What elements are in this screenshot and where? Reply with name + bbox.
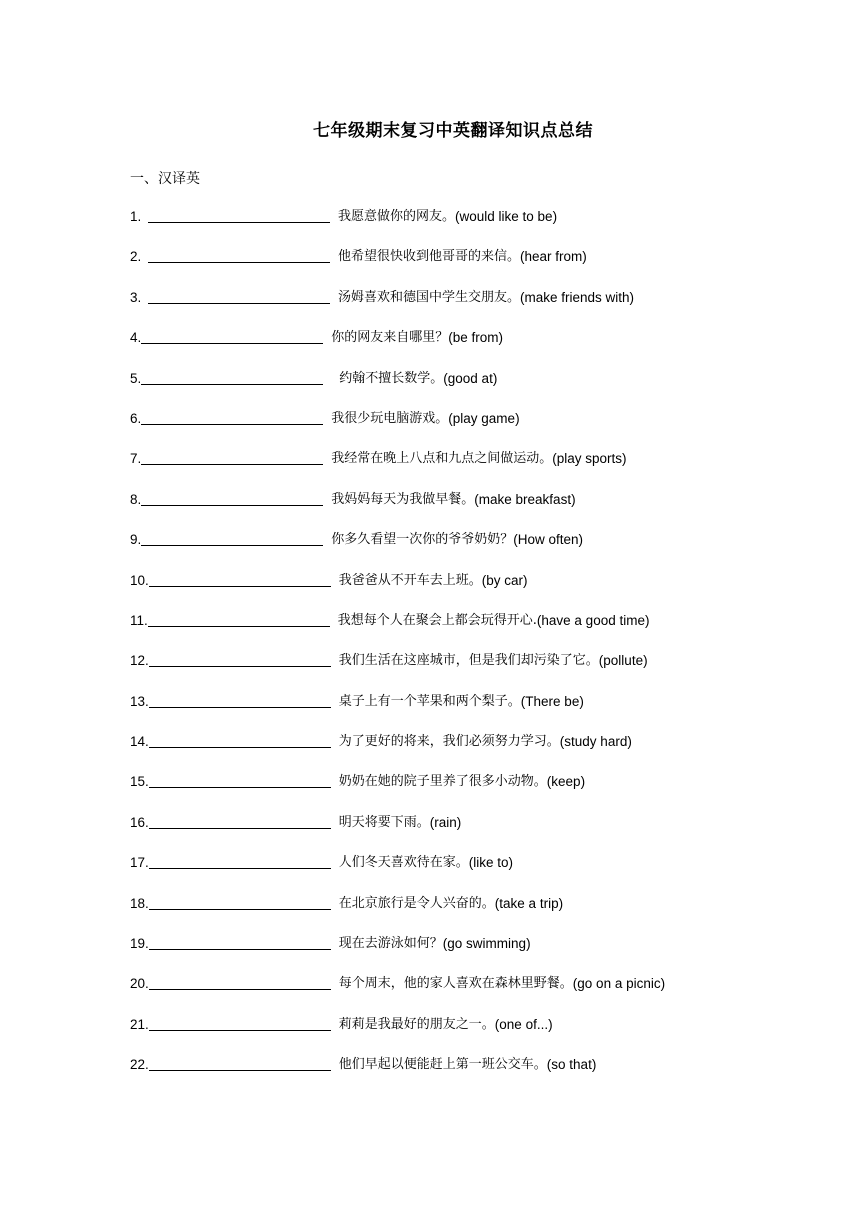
chinese-sentence: 汤姆喜欢和德国中学生交朋友。 — [338, 289, 521, 305]
answer-blank[interactable] — [148, 611, 330, 627]
chinese-sentence: 每个周末，他的家人喜欢在森林里野餐。 — [338, 976, 573, 992]
chinese-sentence: 在北京旅行是令人兴奋的。 — [338, 895, 495, 911]
exercise-item — [130, 1015, 830, 1055]
item-number: 5. — [130, 370, 142, 386]
chinese-sentence: 我妈妈每天为我做早餐。 — [331, 491, 475, 507]
answer-blank[interactable] — [149, 934, 331, 950]
chinese-sentence: 明天将要下雨。 — [338, 814, 430, 830]
chinese-sentence: 约翰不擅长数学。 — [339, 370, 444, 386]
item-number: 12. — [130, 653, 149, 669]
english-hint: (rain) — [429, 814, 462, 830]
chinese-sentence: 人们冬天喜欢待在家。 — [338, 855, 469, 871]
answer-blank[interactable] — [141, 409, 323, 425]
english-hint: (hear from) — [520, 249, 587, 265]
english-hint: (have a good time) — [536, 612, 650, 628]
english-hint: (go swimming) — [442, 936, 531, 952]
exercise-item — [130, 894, 830, 934]
item-number: 19. — [130, 936, 149, 952]
chinese-sentence: 我经常在晚上八点和九点之间做运动。 — [331, 451, 553, 467]
answer-blank[interactable] — [149, 1015, 331, 1031]
exercise-item — [130, 369, 830, 409]
exercise-item — [130, 449, 830, 489]
english-hint: (How often) — [513, 532, 584, 548]
chinese-sentence: 他们早起以便能赶上第一班公交车。 — [338, 1057, 547, 1073]
chinese-sentence: 为了更好的将来，我们必须努力学习。 — [338, 734, 560, 750]
item-number: 11. — [130, 612, 148, 628]
english-hint: (go on a picnic) — [572, 976, 666, 992]
english-hint: (good at) — [443, 370, 498, 386]
chinese-sentence: 现在去游泳如何？ — [338, 936, 443, 952]
answer-blank[interactable] — [149, 1055, 331, 1071]
english-hint: (make friends with) — [520, 289, 635, 305]
answer-blank[interactable] — [148, 207, 330, 223]
exercise-item — [130, 853, 830, 893]
english-hint: (by car) — [481, 572, 528, 588]
item-number: 14. — [130, 734, 149, 750]
exercise-item — [130, 692, 830, 732]
exercise-item — [130, 611, 830, 651]
exercise-item — [130, 1055, 830, 1095]
english-hint: (study hard) — [559, 734, 632, 750]
english-hint: (play sports) — [552, 451, 627, 467]
item-number: 15. — [130, 774, 149, 790]
item-number: 21. — [130, 1016, 149, 1032]
section-heading: 一、汉译英 — [130, 171, 200, 187]
item-number: 16. — [130, 814, 149, 830]
exercise-item — [130, 571, 830, 611]
answer-blank[interactable] — [141, 490, 323, 506]
chinese-sentence: 我们生活在这座城市，但是我们却污染了它。 — [338, 653, 599, 669]
document-title: 七年级期末复习中英翻译知识点总结 — [313, 121, 593, 141]
exercise-item — [130, 247, 830, 287]
exercise-item — [130, 974, 830, 1014]
item-number: 7. — [130, 451, 142, 467]
exercise-item — [130, 732, 830, 772]
answer-blank[interactable] — [141, 369, 323, 385]
chinese-sentence: 我很少玩电脑游戏。 — [331, 410, 449, 426]
exercise-item — [130, 490, 830, 530]
english-hint: (There be) — [520, 693, 584, 709]
item-number: 4. — [130, 330, 142, 346]
exercise-list — [130, 207, 830, 1096]
item-number: 18. — [130, 895, 149, 911]
exercise-item — [130, 409, 830, 449]
answer-blank[interactable] — [141, 449, 323, 465]
english-hint: (take a trip) — [494, 895, 564, 911]
chinese-sentence: 我愿意做你的网友。 — [338, 209, 456, 224]
english-hint: (one of...) — [494, 1016, 553, 1032]
exercise-item — [130, 813, 830, 853]
answer-blank[interactable] — [148, 247, 330, 263]
answer-blank[interactable] — [149, 692, 331, 708]
english-hint: (pollute) — [598, 653, 648, 669]
answer-blank[interactable] — [149, 651, 331, 667]
chinese-sentence: 我想每个人在聚会上都会玩得开心. — [337, 612, 537, 628]
chinese-sentence: 你多久看望一次你的爷爷奶奶？ — [331, 532, 514, 548]
english-hint: (make breakfast) — [474, 491, 576, 507]
answer-blank[interactable] — [149, 732, 331, 748]
answer-blank[interactable] — [141, 328, 323, 344]
answer-blank[interactable] — [148, 288, 330, 304]
item-number: 1. — [130, 209, 142, 224]
exercise-item — [130, 530, 830, 570]
answer-blank[interactable] — [149, 813, 331, 829]
exercise-item — [130, 207, 830, 247]
answer-blank[interactable] — [149, 853, 331, 869]
answer-blank[interactable] — [149, 894, 331, 910]
item-number: 8. — [130, 491, 142, 507]
exercise-item — [130, 328, 830, 368]
exercise-item — [130, 772, 830, 812]
chinese-sentence: 奶奶在她的院子里养了很多小动物。 — [338, 774, 547, 790]
item-number: 3. — [130, 289, 142, 305]
answer-blank[interactable] — [149, 571, 331, 587]
chinese-sentence: 莉莉是我最好的朋友之一。 — [338, 1016, 495, 1032]
exercise-item — [130, 651, 830, 691]
chinese-sentence: 你的网友来自哪里？ — [331, 330, 449, 346]
item-number: 22. — [130, 1057, 149, 1073]
chinese-sentence: 我爸爸从不开车去上班。 — [338, 572, 482, 588]
exercise-item — [130, 288, 830, 328]
chinese-sentence: 他希望很快收到他哥哥的来信。 — [338, 249, 521, 265]
english-hint: (keep) — [546, 774, 586, 790]
item-number: 9. — [130, 532, 142, 548]
item-number: 20. — [130, 976, 149, 992]
item-number: 13. — [130, 693, 149, 709]
answer-blank[interactable] — [149, 974, 331, 990]
answer-blank[interactable] — [141, 530, 323, 546]
answer-blank[interactable] — [149, 772, 331, 788]
item-number: 6. — [130, 410, 142, 426]
item-number: 10. — [130, 572, 149, 588]
english-hint: (would like to be) — [455, 209, 558, 224]
item-number: 17. — [130, 855, 149, 871]
english-hint: (so that) — [546, 1057, 597, 1073]
english-hint: (play game) — [448, 410, 520, 426]
chinese-sentence: 桌子上有一个苹果和两个梨子。 — [338, 693, 521, 709]
english-hint: (be from) — [448, 330, 504, 346]
exercise-item — [130, 934, 830, 974]
english-hint: (like to) — [468, 855, 514, 871]
item-number: 2. — [130, 249, 142, 265]
